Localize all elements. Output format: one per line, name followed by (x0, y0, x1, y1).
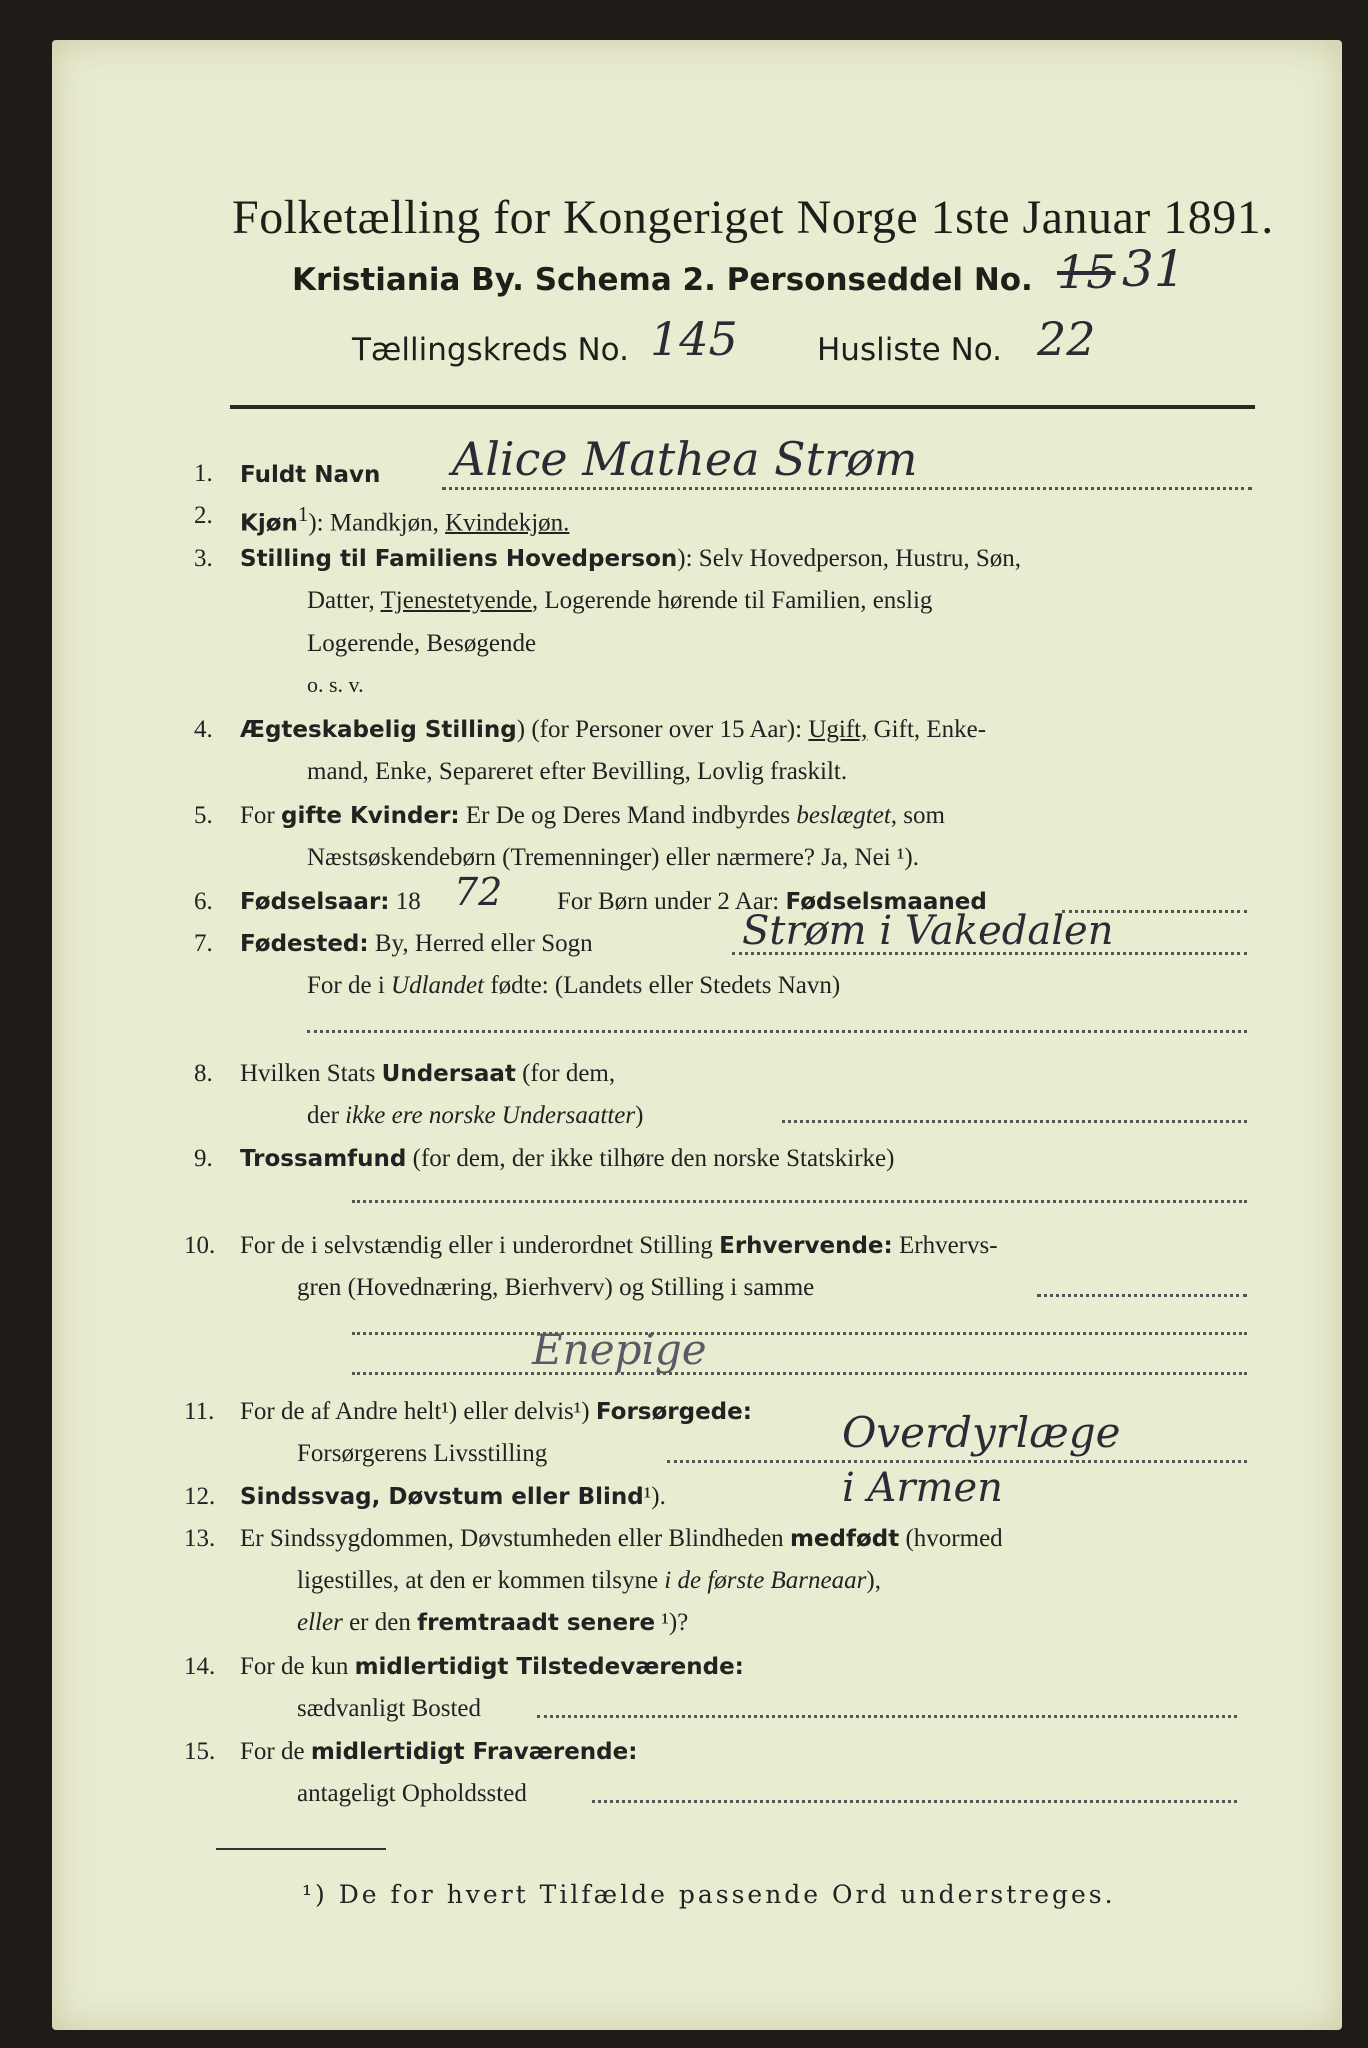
q3-line2-rest: , Logerende hørende til Familien, enslig (531, 587, 933, 614)
q2-label: Kjøn (240, 510, 298, 537)
census-form (52, 40, 1342, 2030)
q8-label: Undersaat (381, 1061, 516, 1087)
q10-line2: gren (Hovednæring, Bierhverv) og Stilling i samme (297, 1274, 815, 1301)
q8-line1-rest: (for dem, (515, 1060, 616, 1087)
q10-number: 10. (184, 1232, 216, 1259)
q12-number: 12. (184, 1483, 216, 1510)
q13-label: medfødt (789, 1526, 900, 1552)
q4-line1 (240, 716, 986, 744)
personseddel-number: 31 (1122, 240, 1186, 298)
q14-pre: For de kun (240, 1653, 355, 1680)
q6-number: 6. (194, 888, 213, 915)
q13-number: 13. (184, 1525, 216, 1552)
q5-italic: beslægtet, (796, 802, 898, 829)
q11-label: Forsørgede: (595, 1399, 752, 1425)
q12-rest: ¹). (643, 1483, 666, 1510)
q6-rest: For Børn under 2 Aar: (557, 888, 786, 915)
q3-line3: Logerende, Besøgende (307, 630, 537, 657)
form-title: Folketælling for Kongeriget Norge 1ste Januar 1891. (232, 191, 1274, 244)
q3-line2 (307, 587, 932, 615)
q3-underlined: Tjenestetyende (380, 587, 532, 614)
q13-line3 (297, 1609, 688, 1637)
q5-pre: For (240, 802, 281, 829)
q3-line1-rest: ): Selv Hovedperson, Hustru, Søn, (677, 545, 1021, 572)
q3-number: 3. (194, 545, 213, 572)
q15-label: midlertidigt Fraværende: (310, 1739, 638, 1765)
footnote: ¹) De for hvert Tilfælde passende Ord understreges. (302, 1880, 1116, 1909)
q8-line1 (240, 1060, 615, 1088)
q5-line1-rest: Er De og Deres Mand indbyrdes (459, 802, 797, 829)
q7-fill-line (732, 952, 1247, 955)
q12-value: i Armen (842, 1465, 1003, 1511)
q13-line2 (297, 1567, 881, 1595)
q2-text: ): Mandkjøn, (308, 509, 446, 537)
q10-fill-line-2 (352, 1332, 1247, 1335)
q2-underlined: Kvindekjøn. (445, 509, 570, 537)
q14-line1 (240, 1653, 744, 1681)
q15-line2: antageligt Opholdssted (297, 1780, 527, 1807)
q4-line1-rest: Gift, Enke- (867, 716, 987, 743)
q13-line2-italic: i de første Barneaar (664, 1567, 867, 1594)
q7-line2-pre: For de i (307, 972, 392, 999)
schema-line (292, 262, 1033, 298)
q5-label: gifte Kvinder: (280, 803, 460, 829)
q2-line (240, 502, 569, 537)
kreds-label: Tællingskreds No. (352, 332, 629, 368)
q9-rest: (for dem, der ikke tilhøre den norske Statskirke) (406, 1145, 895, 1172)
q1-fill-line (442, 487, 1252, 490)
q10-line1-end: Erhvervs- (892, 1232, 998, 1259)
q7-line2-rest: fødte: (Landets eller Stedets Navn) (484, 972, 841, 999)
q11-pre: For de af Andre helt¹) eller delvis¹) (240, 1398, 596, 1425)
q12-label: Sindssvag, Døvstum eller Blind (240, 1484, 644, 1510)
q1-label: Fuldt Navn (240, 462, 381, 488)
q10-occupation-value: Enepige (532, 1325, 707, 1374)
q3-label: Stilling til Familiens Hovedperson (240, 546, 678, 572)
q12-line (240, 1483, 666, 1511)
q13-line3-bold: fremtraadt senere (417, 1610, 656, 1636)
q10-pre: For de i selvstændig eller i underordnet Stilling (240, 1232, 720, 1259)
q13-line2-pre: ligestilles, at den er kommen tilsyne (297, 1567, 665, 1594)
q8-number: 8. (194, 1060, 213, 1087)
q10-fill-line-3 (352, 1372, 1247, 1375)
q9-number: 9. (194, 1145, 213, 1172)
q13-pre: Er Sindssygdommen, Døvstumheden eller Blindheden (240, 1525, 790, 1552)
q9-fill-line (352, 1200, 1247, 1203)
q7-fill-line-2 (307, 1030, 1247, 1033)
footnote-rule (216, 1848, 386, 1850)
q4-line2: mand, Enke, Separeret efter Bevilling, Lovlig fraskilt. (307, 758, 848, 785)
kreds-number: 145 (650, 312, 738, 366)
q8-line2-italic: ikke ere norske Undersaatter (345, 1102, 636, 1129)
q7-birthplace-value: Strøm i Vakedalen (742, 908, 1114, 954)
q10-line1 (240, 1232, 998, 1260)
q4-underlined: Ugift, (808, 716, 868, 743)
q15-fill-line (592, 1800, 1237, 1803)
q8-line2-pre: der (307, 1102, 346, 1129)
q11-provider-value: Overdyrlæge (842, 1408, 1121, 1457)
q11-line1 (240, 1398, 752, 1426)
header-rule (230, 405, 1255, 409)
q14-number: 14. (184, 1653, 216, 1680)
q4-number: 4. (194, 716, 213, 743)
q11-line2: Forsørgerens Livsstilling (297, 1440, 548, 1467)
q13-line3-end: ¹)? (655, 1609, 689, 1636)
q7-line2 (307, 972, 840, 1000)
personseddel-struck: 15 (1057, 245, 1116, 299)
q15-pre: For de (240, 1738, 311, 1765)
q1-name-value: Alice Mathea Strøm (452, 432, 918, 486)
q4-line1-mid: ) (for Personer over 15 Aar): (516, 716, 809, 743)
q1-number: 1. (194, 460, 213, 487)
q14-fill-line (537, 1715, 1237, 1718)
q10-label: Erhvervende: (719, 1233, 893, 1259)
q15-number: 15. (184, 1738, 216, 1765)
husliste-number: 22 (1037, 312, 1096, 366)
q5-number: 5. (194, 802, 213, 829)
q11-fill-line (667, 1460, 1247, 1463)
q7-line1 (240, 930, 593, 958)
q7-number: 7. (194, 930, 213, 957)
q8-fill-line (782, 1120, 1247, 1123)
q6-label: Fødselsaar: (240, 889, 390, 915)
q13-line3-mid: er den (342, 1609, 418, 1636)
q13-line2-end: ), (866, 1567, 881, 1594)
q10-fill-line (1037, 1294, 1247, 1297)
q3-line2-pre: Datter, (307, 587, 381, 614)
q2-number: 2. (194, 502, 213, 529)
q5-line2: Næstsøskendebørn (Tremenninger) eller nærmere? Ja, Nei ¹). (307, 844, 919, 871)
q7-line2-italic: Udlandet (391, 972, 485, 999)
q13-line1 (240, 1525, 1003, 1553)
q6-year-prefix: 18 (395, 888, 421, 915)
q13-line3-italic: eller (297, 1609, 343, 1636)
schema-label: Kristiania By. Schema 2. Personseddel No. (292, 262, 1033, 298)
q3-line1 (240, 545, 1021, 573)
q6-year-value: 72 (454, 870, 503, 914)
q7-text: By, Herred eller Sogn (368, 930, 593, 957)
q2-sup: 1 (297, 502, 309, 526)
q13-line1-end: (hvormed (899, 1525, 1003, 1552)
q8-line2-end: ) (635, 1102, 644, 1129)
q5-line1 (240, 802, 945, 830)
q8-line2 (307, 1102, 643, 1130)
q9-label: Trossamfund (240, 1146, 407, 1172)
q7-label: Fødested: (240, 931, 369, 957)
q6-line (240, 888, 421, 916)
q4-label: Ægteskabelig Stilling (240, 717, 517, 743)
q8-line1-pre: Hvilken Stats (240, 1060, 382, 1087)
q6-label2: Fødselsmaaned (785, 889, 987, 915)
q14-line2: sædvanligt Bosted (297, 1695, 482, 1722)
q9-line (240, 1145, 894, 1173)
q11-number: 11. (184, 1398, 215, 1425)
q3-line4: o. s. v. (307, 672, 364, 697)
husliste-label: Husliste No. (817, 332, 1003, 368)
q15-line1 (240, 1738, 637, 1766)
q14-label: midlertidigt Tilstedeværende: (354, 1654, 744, 1680)
q5-line1-end: som (897, 802, 945, 829)
